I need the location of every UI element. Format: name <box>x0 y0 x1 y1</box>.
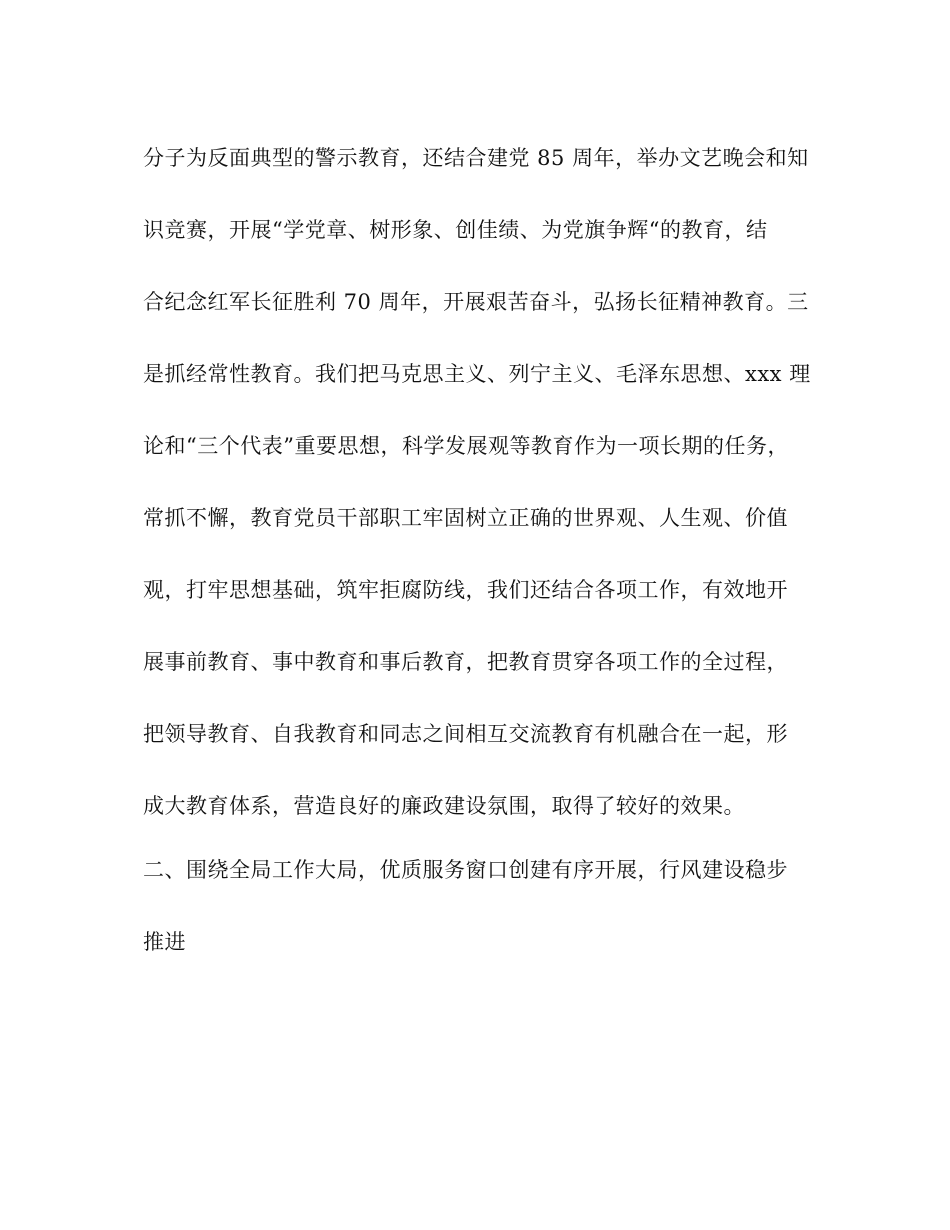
section-heading-line-1: 二、围绕全局工作大局，优质服务窗口创建有序开展，行风建设稳步 <box>143 858 788 882</box>
paragraph-line-7: 观，打牢思想基础，筑牢拒腐防线，我们还结合各项工作，有效地开 <box>143 578 788 602</box>
section-heading-line-2: 推进 <box>143 930 186 954</box>
paragraph-line-4: 是抓经常性教育。我们把马克思主义、列宁主义、毛泽东思想、xxx 理 <box>143 362 811 386</box>
paragraph-line-5: 论和“三个代表”重要思想，科学发展观等教育作为一项长期的任务， <box>143 434 789 458</box>
paragraph-line-10: 成大教育体系，营造良好的廉政建设氛围，取得了较好的效果。 <box>143 794 745 818</box>
paragraph-line-9: 把领导教育、自我教育和同志之间相互交流教育有机融合在一起，形 <box>143 722 788 746</box>
paragraph-line-1: 分子为反面典型的警示教育，还结合建党 85 周年，举办文艺晚会和知 <box>143 146 809 170</box>
paragraph-line-2: 识竞赛，开展“学党章、树形象、创佳绩、为党旗争辉“的教育，结 <box>143 218 768 242</box>
paragraph-line-6: 常抓不懈，教育党员干部职工牢固树立正确的世界观、人生观、价值 <box>143 506 788 530</box>
paragraph-line-8: 展事前教育、事中教育和事后教育，把教育贯穿各项工作的全过程， <box>143 650 788 674</box>
paragraph-line-3: 合纪念红军长征胜利 70 周年，开展艰苦奋斗，弘扬长征精神教育。三 <box>143 290 809 314</box>
